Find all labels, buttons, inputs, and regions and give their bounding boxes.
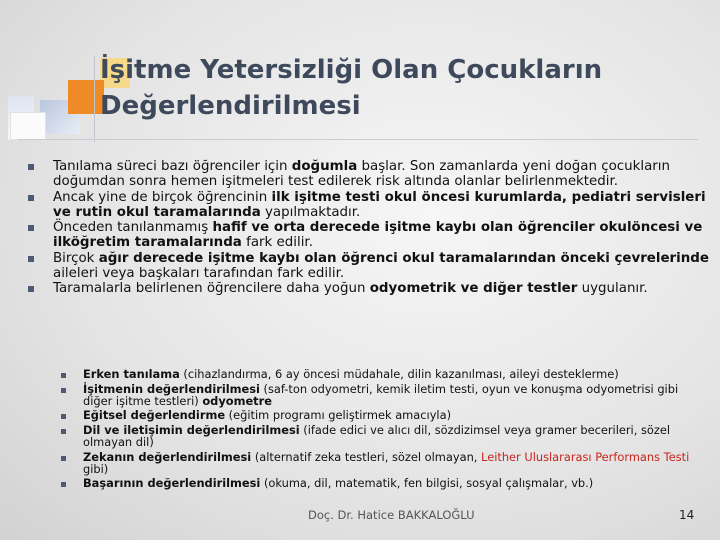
sub-bullet-text: (okuma, dil, matematik, fen bilgisi, sosyal çalışmalar, vb.) xyxy=(260,476,594,491)
bullet-text: başlar. Son zamanlarda yeni doğan çocukların doğumdan sonra hemen işitmeleri test edilerek risk altında olanlar belirlenmektedir. xyxy=(53,159,671,190)
slide-title-line-1: İşitme Yetersizliği Olan Çocukların xyxy=(100,55,603,85)
sub-bullet-item xyxy=(58,449,708,476)
sub-bullet-text: (eğitim programı geliştirmek amacıyla) xyxy=(225,408,452,423)
footer-author: Doç. Dr. Hatice BAKKALOĞLU xyxy=(308,508,475,522)
square-bullet-icon xyxy=(28,225,34,231)
bullet-text: Tanılama süreci bazı öğrenciler için xyxy=(53,159,292,174)
page-number: 14 xyxy=(679,508,695,522)
square-bullet-icon xyxy=(61,456,66,461)
square-bullet-icon xyxy=(61,414,66,419)
sub-bullet-list xyxy=(58,369,708,493)
sub-bullet-bold-text: odyometre xyxy=(202,393,272,408)
square-bullet-icon xyxy=(28,195,34,201)
bullet-text: fark edilir. xyxy=(241,235,313,251)
slide-title-line-2: Değerlendirilmesi xyxy=(100,91,361,121)
sub-bullet-bold-text: İşitmenin değerlendirilmesi xyxy=(83,381,260,396)
bullet-text: Taramalarla belirlenen öğrencilere daha yoğun xyxy=(53,281,370,297)
sub-bullet-text: (cihazlandırma, 6 ay öncesi müdahale, dilin kazanılması, aileyi desteklerme) xyxy=(179,367,619,381)
sub-bullet-item xyxy=(58,425,708,449)
bullet-item xyxy=(22,220,712,251)
title-divider xyxy=(18,139,698,140)
sub-bullet-text: (alternatif zeka testleri, sözel olmayan, xyxy=(251,449,482,464)
sub-bullet-red-text: Leither Uluslararası Performans Testi xyxy=(481,449,690,464)
sub-bullet-text: (ifade edici ve alıcı dil, sözdizimsel veya gramer becerileri, sözel olmayan dil) xyxy=(83,423,671,449)
decor-orange-square xyxy=(68,80,104,114)
sub-bullet-bold-text: Erken tanılama xyxy=(83,367,180,381)
bullet-text: uygulanır. xyxy=(577,281,648,297)
main-bullet-list xyxy=(22,159,712,297)
bullet-bold-text: hafif ve orta derecede işitme kaybı olan öğrenciler okulöncesi ve ilköğretim taramalarında xyxy=(53,220,703,251)
bullet-item xyxy=(22,190,712,221)
square-bullet-icon xyxy=(28,286,34,292)
sub-bullet-text: gibi) xyxy=(83,461,109,476)
bullet-text: Önceden tanılanmamış xyxy=(53,220,213,236)
bullet-bold-text: ağır derecede işitme kaybı olan öğrenci okul taramalarından önceki çevrelerinde xyxy=(98,250,709,266)
bullet-text: Ancak yine de birçok öğrencinin xyxy=(53,189,272,205)
bullet-bold-text: doğumla xyxy=(291,159,358,174)
sub-bullet-item xyxy=(58,410,708,422)
square-bullet-icon xyxy=(61,388,66,393)
decor-white-square xyxy=(10,112,46,140)
square-bullet-icon xyxy=(28,164,34,170)
sub-bullet-item xyxy=(58,381,708,408)
bullet-text: yapılmaktadır. xyxy=(260,204,361,220)
bullet-bold-text: odyometrik ve diğer testler xyxy=(369,281,578,297)
square-bullet-icon xyxy=(61,373,66,378)
bullet-bold-text: ilk işitme testi okul öncesi kurumlarda, pediatri servisleri ve rutin okul taramalarında xyxy=(53,189,706,220)
bullet-text: aileleri veya başkaları tarafından fark edilir. xyxy=(53,266,345,282)
sub-bullet-bold-text: Dil ve iletişimin değerlendirilmesi xyxy=(83,423,300,438)
sub-bullet-item xyxy=(58,478,708,490)
bullet-item xyxy=(22,281,712,296)
sub-bullet-bold-text: Eğitsel değerlendirme xyxy=(83,408,226,423)
bullet-item xyxy=(22,251,712,282)
sub-bullet-item xyxy=(58,369,708,381)
square-bullet-icon xyxy=(28,256,34,262)
sub-bullet-bold-text: Başarının değerlendirilmesi xyxy=(83,476,261,491)
bullet-text: Birçok xyxy=(53,250,99,266)
sub-bullet-text: (saf-ton odyometri, kemik iletim testi, oyun ve konuşma odyometrisi gibi diğer işitme testleri) xyxy=(83,381,679,408)
square-bullet-icon xyxy=(61,429,66,434)
sub-bullet-bold-text: Zekanın değerlendirilmesi xyxy=(83,449,252,464)
slide-title xyxy=(100,52,690,124)
bullet-item xyxy=(22,159,712,190)
square-bullet-icon xyxy=(61,482,66,487)
decor-vertical-line xyxy=(94,56,95,142)
